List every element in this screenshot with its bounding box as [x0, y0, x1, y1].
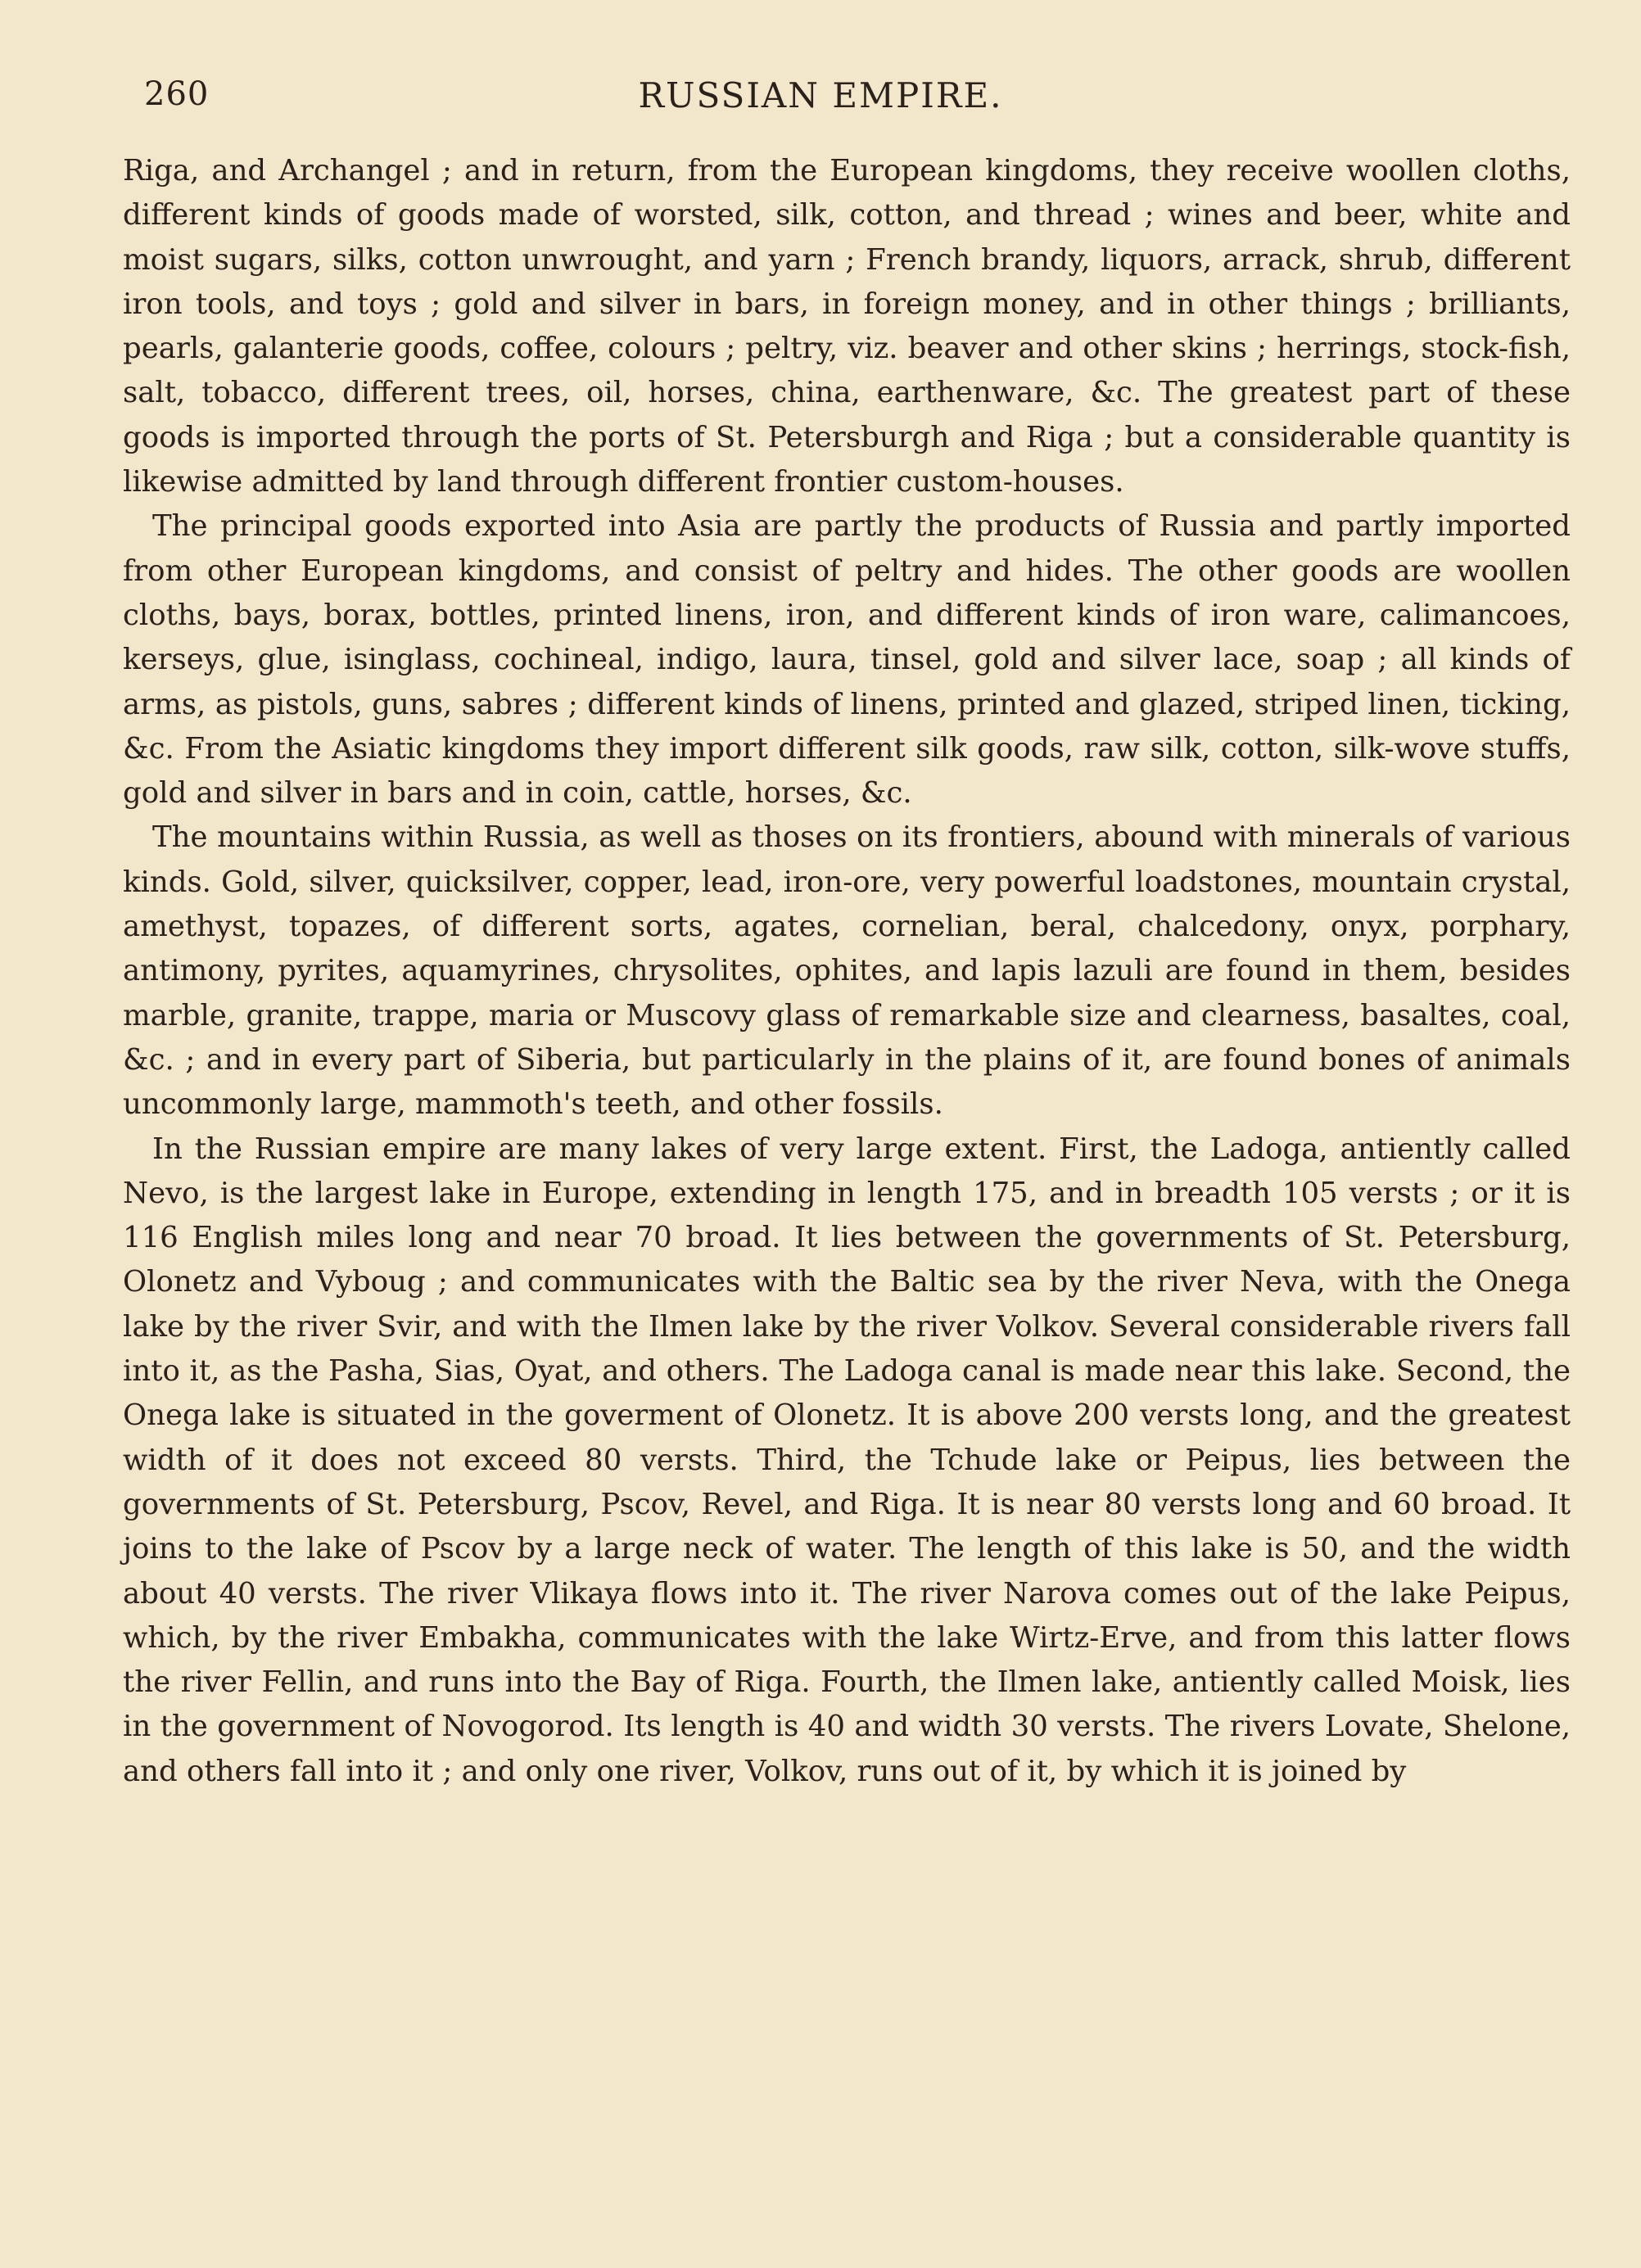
running-title: RUSSIAN EMPIRE. [638, 75, 1003, 115]
body-text [123, 149, 1571, 1794]
paragraph-trade-europe: Riga, and Archangel ; and in return, from the European kingdoms, they receive woollen cloths, different kinds of goods made of worsted, silk, cotton, and thread ; wines and beer, white and moist sugars, silks, cotton unwrought, and yarn ; French brandy, liquors, arrack, shrub, different iron tools, and toys ; gold and silver in bars, in foreign money, and in other things ; brilliants, pearls, galanterie goods, coffee, colours ; peltry, viz. beaver and other skins ; herrings, stock-fish, salt, tobacco, different trees, oil, horses, china, earthenware, &c. The greatest part of these goods is imported through the ports of St. Petersburgh and Riga ; but a considerable quantity is likewise admitted by land through different frontier custom-houses. [123, 154, 1571, 499]
paragraph-trade-asia: The principal goods exported into Asia are partly the products of Russia and partly imported from other European kingdoms, and consist of peltry and hides. The other goods are woollen cloths, bays, borax, bottles, printed linens, iron, and different kinds of iron ware, calimancoes, kerseys, glue, isinglass, cochineal, indigo, laura, tinsel, gold and silver lace, soap ; all kinds of arms, as pistols, guns, sabres ; different kinds of linens, printed and glazed, striped linen, ticking, &c. From the Asiatic kingdoms they import different silk goods, raw silk, cotton, silk-wove stuffs, gold and silver in bars and in coin, cattle, horses, &c. [123, 509, 1571, 811]
paragraph-lakes: In the Russian empire are many lakes of very large extent. First, the Ladoga, antiently called Nevo, is the largest lake in Europe, extending in length 175, and in breadth 105 versts ; or it is 116 English miles long and near 70 broad. It lies between the governments of St. Petersburg, Olonetz and Vyboug ; and communicates with the Baltic sea by the river Neva, with the Onega lake by the river Svir, and with the Ilmen lake by the river Volkov. Several considerable rivers fall into it, as the Pasha, Sias, Oyat, and others. The Ladoga canal is made near this lake. Second, the Onega lake is situated in the goverment of Olonetz. It is above 200 versts long, and the greatest width of it does not exceed 80 versts. Third, the Tchude lake or Peipus, lies between the governments of St. Petersburg, Pscov, Revel, and Riga. It is near 80 versts long and 60 broad. It joins to the lake of Pscov by a large neck of water. The length of this lake is 50, and the width about 40 versts. The river Vlikaya flows into it. The river Narova comes out of the lake Peipus, which, by the river Embakha, communicates with the lake Wirtz-Erve, and from this latter flows the river Fellin, and runs into the Bay of Riga. Fourth, the Ilmen lake, antiently called Moisk, lies in the government of Novogorod. Its length is 40 and width 30 versts. The rivers Lovate, Shelone, and others fall into it ; and only one river, Volkov, runs out of it, by which it is joined by [123, 1132, 1571, 1788]
running-head [0, 75, 1641, 124]
page-number: 260 [144, 75, 210, 113]
paragraph-minerals: The mountains within Russia, as well as thoses on its frontiers, abound with minerals of various kinds. Gold, silver, quicksilver, copper, lead, iron-ore, very powerful loadstones, mountain crystal, amethyst, topazes, of different sorts, agates, cornelian, beral, chalcedony, onyx, porphary, antimony, pyrites, aquamyrines, chrysolites, ophites, and lapis lazuli are found in them, besides marble, granite, trappe, maria or Muscovy glass of remarkable size and clearness, basaltes, coal, &c. ; and in every part of Siberia, but particularly in the plains of it, are found bones of animals uncommonly large, mammoth's teeth, and other fossils. [123, 820, 1571, 1122]
